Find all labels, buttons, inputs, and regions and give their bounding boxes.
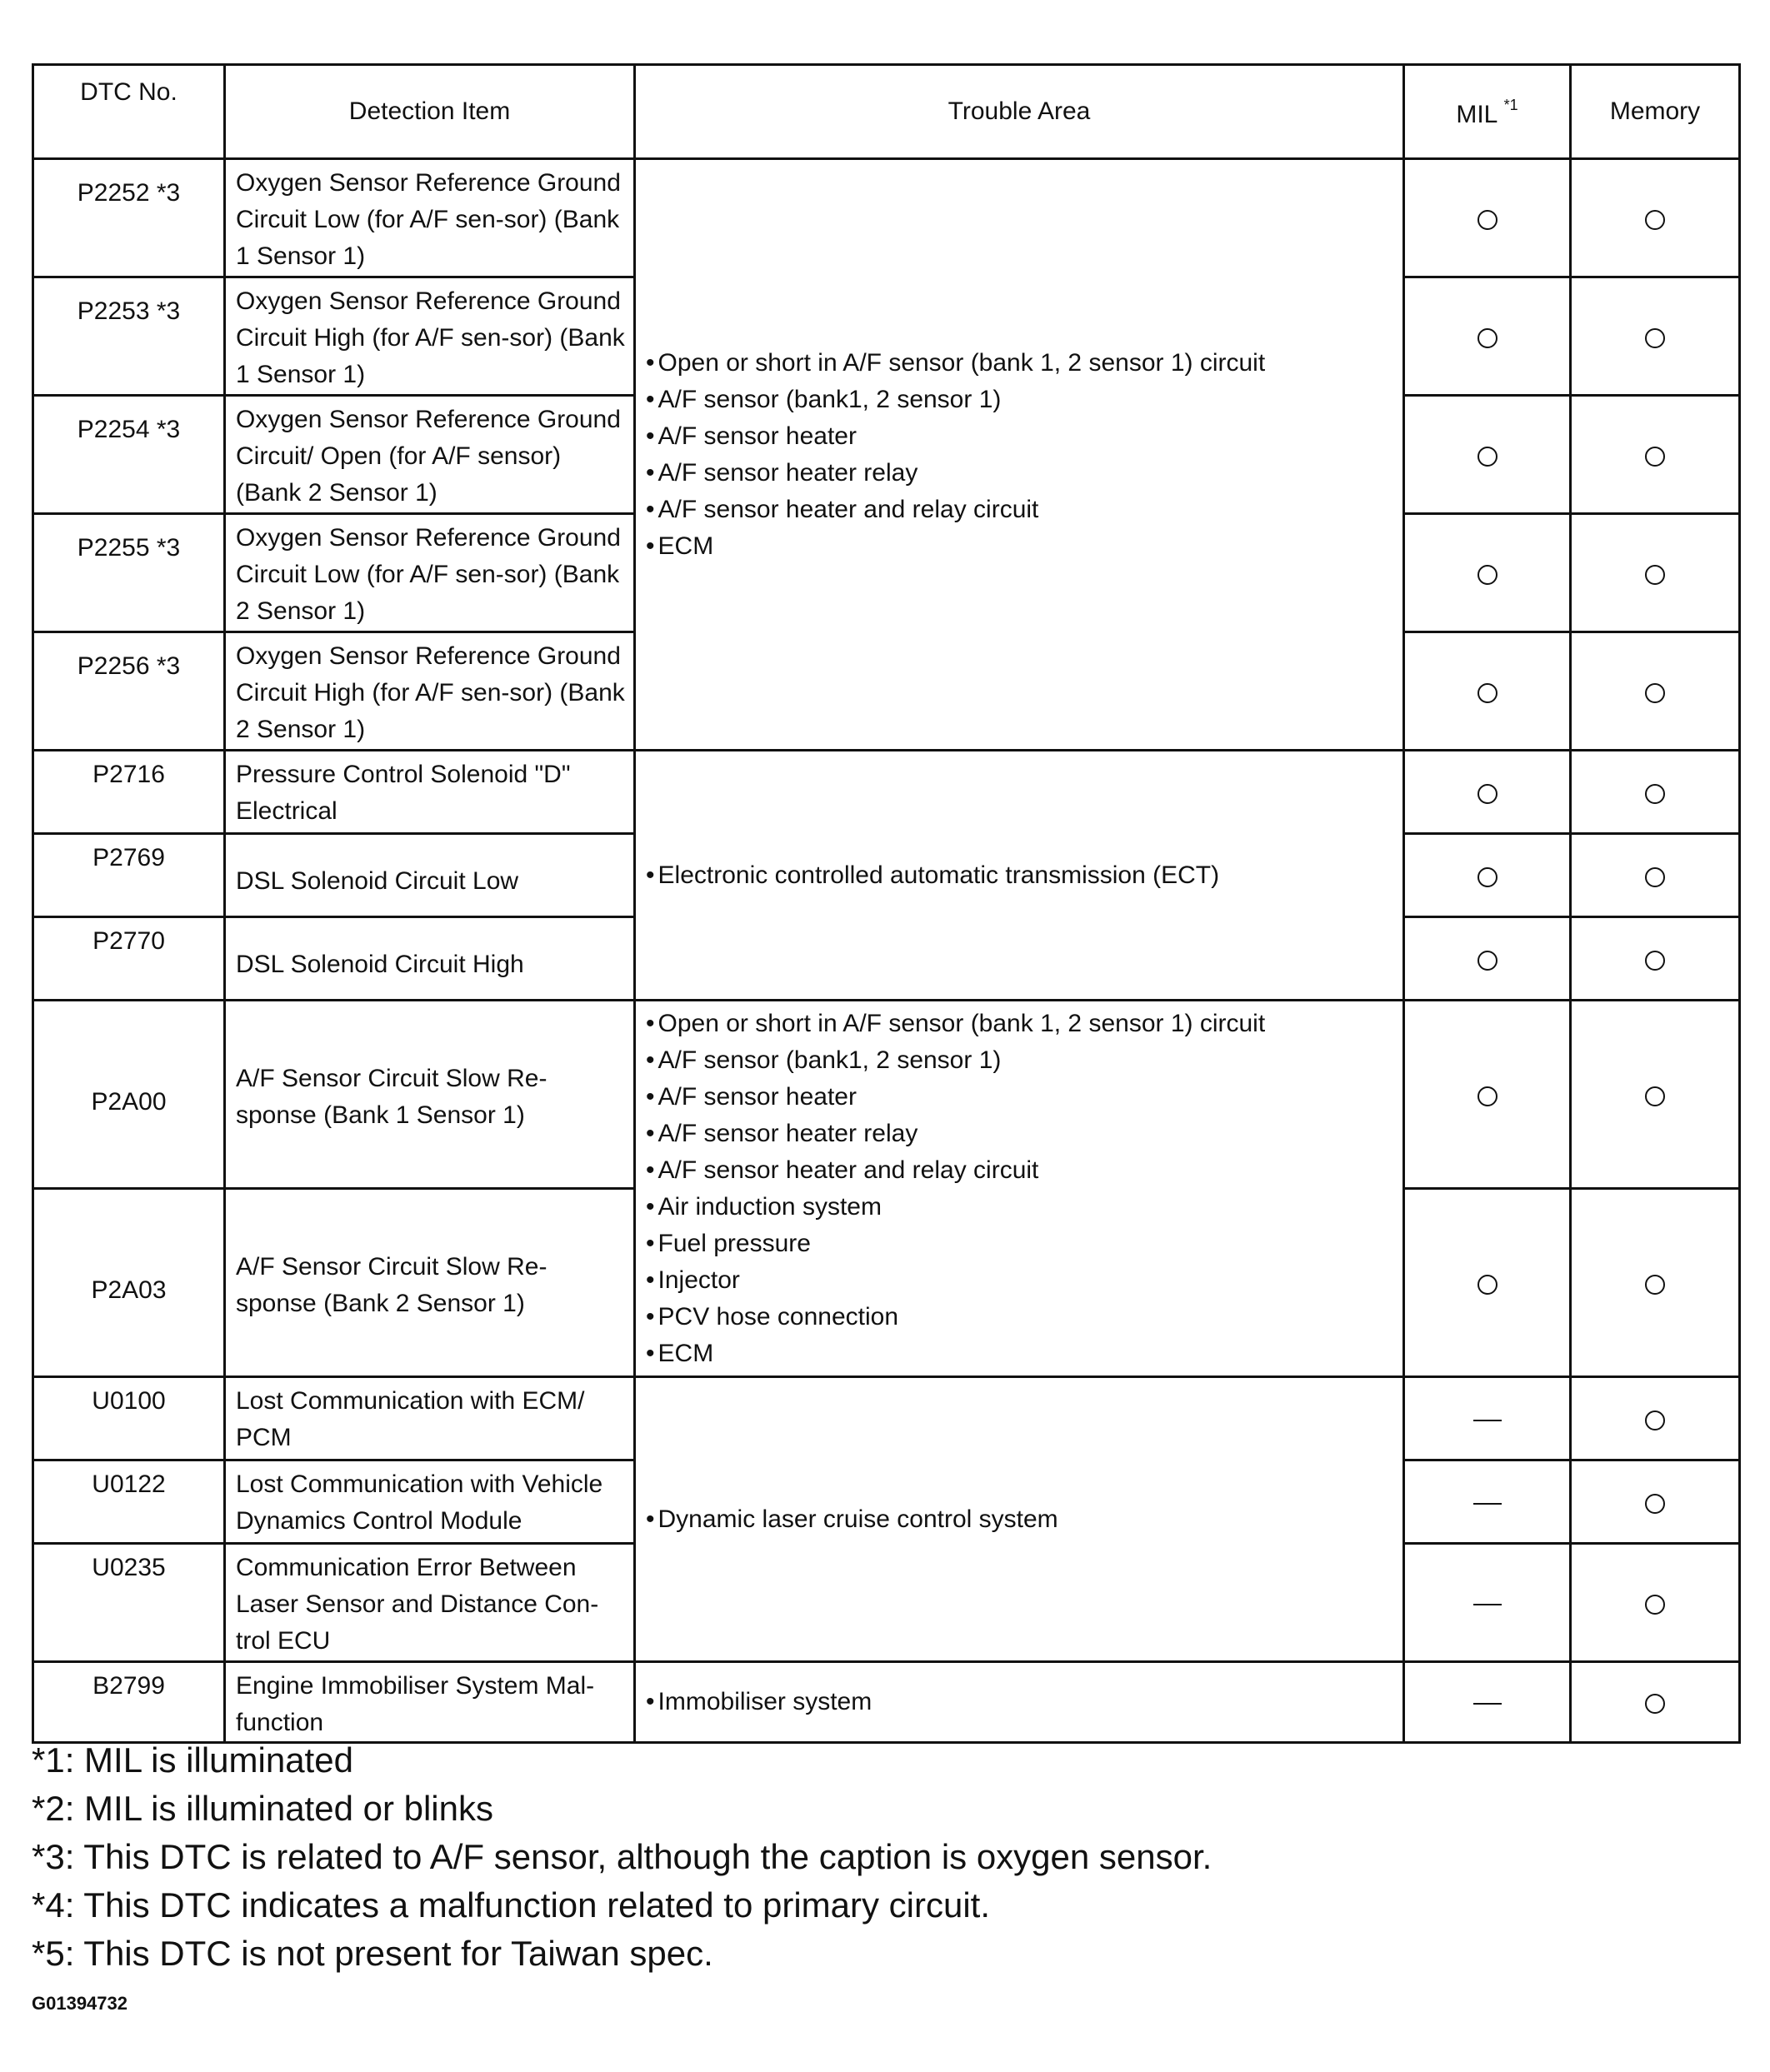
table-row xyxy=(33,1662,1740,1743)
table-row xyxy=(33,1377,1740,1460)
circle-mark-icon xyxy=(1645,210,1665,230)
circle-mark-icon xyxy=(1645,784,1665,804)
circle-mark-icon xyxy=(1645,951,1665,971)
circle-mark-icon xyxy=(1645,1275,1665,1295)
trouble-area-entry: • ECM xyxy=(646,1336,1402,1372)
circle-mark-icon xyxy=(1645,1595,1665,1615)
trouble-area-entry: • A/F sensor heater xyxy=(646,1079,1402,1116)
dash-mark-icon xyxy=(1473,1703,1502,1705)
circle-mark-icon xyxy=(1478,784,1498,804)
trouble-area-entry: • Air induction system xyxy=(646,1189,1402,1226)
dtc-code: P2769 xyxy=(33,834,225,917)
mil-indicator xyxy=(1404,1001,1571,1189)
header-dtc-no: DTC No. xyxy=(33,65,225,159)
header-detection-item: Detection Item xyxy=(225,65,635,159)
memory-indicator xyxy=(1571,1189,1740,1377)
detection-item: Pressure Control Solenoid "D" Electrical xyxy=(225,751,635,834)
dash-mark-icon xyxy=(1473,1503,1502,1505)
mil-indicator xyxy=(1404,751,1571,834)
circle-mark-icon xyxy=(1645,683,1665,703)
header-mil-footnote: *1 xyxy=(1503,97,1518,113)
trouble-area-immobiliser xyxy=(635,1662,1404,1743)
circle-mark-icon xyxy=(1645,1086,1665,1106)
footnote: *2: MIL is illuminated or blinks xyxy=(32,1789,493,1828)
mil-indicator xyxy=(1404,277,1571,396)
memory-indicator xyxy=(1571,1001,1740,1189)
memory-indicator xyxy=(1571,514,1740,632)
memory-indicator xyxy=(1571,834,1740,917)
circle-mark-icon xyxy=(1478,951,1498,971)
mil-indicator xyxy=(1404,159,1571,277)
circle-mark-icon xyxy=(1478,328,1498,348)
memory-indicator xyxy=(1571,159,1740,277)
dtc-code: B2799 xyxy=(33,1662,225,1743)
memory-indicator xyxy=(1571,396,1740,514)
memory-indicator xyxy=(1571,277,1740,396)
trouble-area-slow-response xyxy=(635,1001,1404,1377)
trouble-area-entry: • A/F sensor (bank1, 2 sensor 1) xyxy=(646,382,1402,418)
memory-indicator xyxy=(1571,1377,1740,1460)
trouble-area-entry: • Open or short in A/F sensor (bank 1, 2 sensor 1) circuit xyxy=(646,345,1402,382)
circle-mark-icon xyxy=(1478,1275,1498,1295)
header-memory: Memory xyxy=(1571,65,1740,159)
mil-indicator xyxy=(1404,1460,1571,1544)
mil-indicator xyxy=(1404,917,1571,1001)
dtc-code: P2A03 xyxy=(33,1189,225,1377)
mil-indicator xyxy=(1404,834,1571,917)
dtc-code: P2256 *3 xyxy=(33,632,225,751)
header-mil-label: MIL xyxy=(1456,101,1498,128)
dtc-code: U0100 xyxy=(33,1377,225,1460)
footnote: *4: This DTC indicates a malfunction related to primary circuit. xyxy=(32,1885,990,1925)
trouble-area-entry: • Open or short in A/F sensor (bank 1, 2 sensor 1) circuit xyxy=(646,1006,1402,1042)
trouble-area-entry: • Dynamic laser cruise control system xyxy=(646,1501,1402,1538)
memory-indicator xyxy=(1571,1460,1740,1544)
trouble-area-entry: • Immobiliser system xyxy=(646,1684,1402,1720)
mil-indicator xyxy=(1404,1189,1571,1377)
trouble-area-entry: • A/F sensor heater relay xyxy=(646,455,1402,492)
trouble-area-entry: • PCV hose connection xyxy=(646,1299,1402,1336)
detection-item: Communication Error Between Laser Sensor and Distance Con-trol ECU xyxy=(225,1544,635,1662)
detection-item: A/F Sensor Circuit Slow Re-sponse (Bank 1 Sensor 1) xyxy=(225,1001,635,1189)
circle-mark-icon xyxy=(1478,210,1498,230)
detection-item: DSL Solenoid Circuit High xyxy=(225,917,635,1001)
trouble-area-af-sensor xyxy=(635,159,1404,751)
trouble-area-laser-cruise xyxy=(635,1377,1404,1662)
dtc-code: P2770 xyxy=(33,917,225,1001)
circle-mark-icon xyxy=(1478,867,1498,887)
dtc-code: P2252 *3 xyxy=(33,159,225,277)
dtc-code: P2254 *3 xyxy=(33,396,225,514)
trouble-area-list xyxy=(646,1501,1402,1538)
trouble-area-entry: • Injector xyxy=(646,1262,1402,1299)
circle-mark-icon xyxy=(1645,867,1665,887)
circle-mark-icon xyxy=(1478,565,1498,585)
circle-mark-icon xyxy=(1478,447,1498,467)
detection-item: Oxygen Sensor Reference Ground Circuit/ Open (for A/F sensor) (Bank 2 Sensor 1) xyxy=(225,396,635,514)
footnote: *1: MIL is illuminated xyxy=(32,1740,353,1780)
circle-mark-icon xyxy=(1645,447,1665,467)
circle-mark-icon xyxy=(1645,1694,1665,1714)
dtc-table xyxy=(32,63,1741,1744)
trouble-area-entry: • A/F sensor heater xyxy=(646,418,1402,455)
memory-indicator xyxy=(1571,1544,1740,1662)
detection-item: DSL Solenoid Circuit Low xyxy=(225,834,635,917)
trouble-area-ect xyxy=(635,751,1404,1001)
trouble-area-entry: • A/F sensor heater and relay circuit xyxy=(646,1152,1402,1189)
mil-indicator xyxy=(1404,1662,1571,1743)
footnotes xyxy=(32,1736,1212,1978)
trouble-area-entry: • Electronic controlled automatic transmission (ECT) xyxy=(646,857,1402,894)
detection-item: Lost Communication with Vehicle Dynamics Control Module xyxy=(225,1460,635,1544)
table-row xyxy=(33,1001,1740,1189)
footnote: *3: This DTC is related to A/F sensor, although the caption is oxygen sensor. xyxy=(32,1837,1212,1876)
detection-item: A/F Sensor Circuit Slow Re-sponse (Bank 2 Sensor 1) xyxy=(225,1189,635,1377)
trouble-area-list xyxy=(646,1684,1402,1720)
header-row xyxy=(33,65,1740,159)
trouble-area-list xyxy=(646,1006,1402,1372)
detection-item: Oxygen Sensor Reference Ground Circuit Low (for A/F sen-sor) (Bank 1 Sensor 1) xyxy=(225,159,635,277)
mil-indicator xyxy=(1404,632,1571,751)
table-row xyxy=(33,751,1740,834)
memory-indicator xyxy=(1571,1662,1740,1743)
figure-id: G01394732 xyxy=(32,1993,128,2014)
detection-item: Engine Immobiliser System Mal-function xyxy=(225,1662,635,1743)
mil-indicator xyxy=(1404,396,1571,514)
detection-item: Oxygen Sensor Reference Ground Circuit Low (for A/F sen-sor) (Bank 2 Sensor 1) xyxy=(225,514,635,632)
memory-indicator xyxy=(1571,751,1740,834)
mil-indicator xyxy=(1404,514,1571,632)
table-row xyxy=(33,159,1740,277)
circle-mark-icon xyxy=(1478,683,1498,703)
dtc-code: P2255 *3 xyxy=(33,514,225,632)
dtc-code: U0122 xyxy=(33,1460,225,1544)
dtc-code: P2716 xyxy=(33,751,225,834)
detection-item: Oxygen Sensor Reference Ground Circuit High (for A/F sen-sor) (Bank 2 Sensor 1) xyxy=(225,632,635,751)
memory-indicator xyxy=(1571,917,1740,1001)
dtc-code: P2253 *3 xyxy=(33,277,225,396)
header-trouble-area: Trouble Area xyxy=(635,65,1404,159)
memory-indicator xyxy=(1571,632,1740,751)
header-mil xyxy=(1404,65,1571,159)
trouble-area-entry: • A/F sensor (bank1, 2 sensor 1) xyxy=(646,1042,1402,1079)
trouble-area-entry: • A/F sensor heater relay xyxy=(646,1116,1402,1152)
circle-mark-icon xyxy=(1645,565,1665,585)
footnote: *5: This DTC is not present for Taiwan spec. xyxy=(32,1934,713,1973)
trouble-area-entry: • Fuel pressure xyxy=(646,1226,1402,1262)
detection-item: Lost Communication with ECM/ PCM xyxy=(225,1377,635,1460)
dtc-code: P2A00 xyxy=(33,1001,225,1189)
mil-indicator xyxy=(1404,1544,1571,1662)
dtc-code: U0235 xyxy=(33,1544,225,1662)
mil-indicator xyxy=(1404,1377,1571,1460)
trouble-area-list xyxy=(646,857,1402,894)
dash-mark-icon xyxy=(1473,1420,1502,1421)
trouble-area-list xyxy=(646,345,1402,565)
circle-mark-icon xyxy=(1478,1086,1498,1106)
detection-item: Oxygen Sensor Reference Ground Circuit High (for A/F sen-sor) (Bank 1 Sensor 1) xyxy=(225,277,635,396)
trouble-area-entry: • A/F sensor heater and relay circuit xyxy=(646,492,1402,528)
circle-mark-icon xyxy=(1645,1410,1665,1430)
dash-mark-icon xyxy=(1473,1604,1502,1605)
trouble-area-entry: • ECM xyxy=(646,528,1402,565)
circle-mark-icon xyxy=(1645,1494,1665,1514)
circle-mark-icon xyxy=(1645,328,1665,348)
